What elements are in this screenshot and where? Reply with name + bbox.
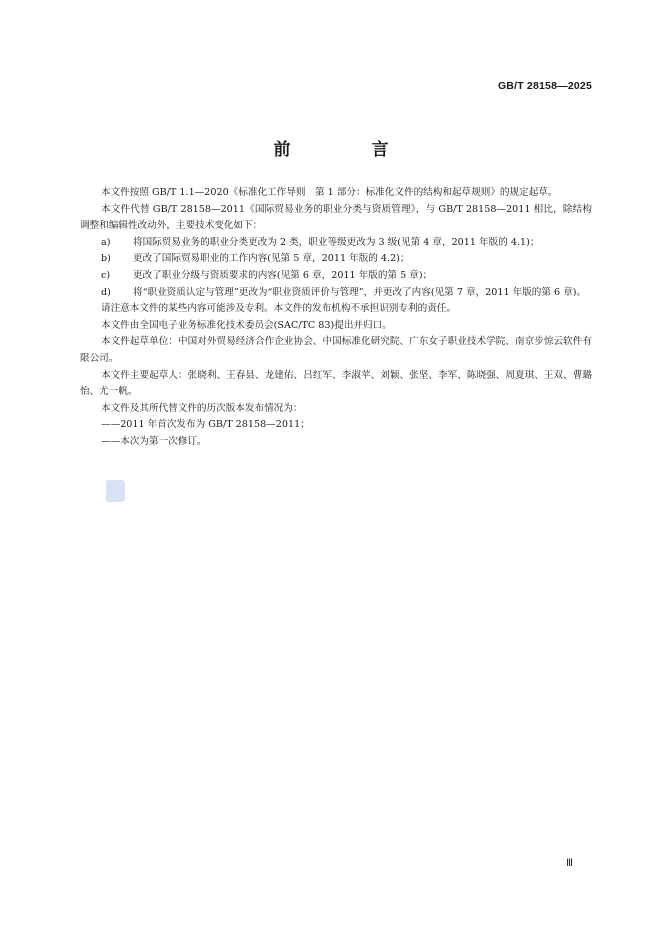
paragraph-history-intro: 本文件及其所代替文件的历次版本发布情况为： bbox=[101, 402, 303, 414]
document-body bbox=[80, 185, 592, 451]
change-item-text: 将“职业资质认定与管理”更改为“职业资质评价与管理”，并更改了内容(见第 7 章，2011 年版的第 6 章)。 bbox=[133, 286, 587, 298]
change-item bbox=[80, 285, 592, 302]
change-item bbox=[80, 251, 592, 268]
highlight-mark bbox=[106, 480, 125, 502]
change-item-text: 更改了职业分级与资质要求的内容(见第 6 章，2011 年版的第 5 章)； bbox=[133, 269, 433, 281]
paragraph-drafting-rules: 本文件按照 GB/T 1.1—2020《标准化工作导则 第 1 部分：标准化文件的结构和起草规则》的规定起草。 bbox=[101, 187, 558, 198]
standard-code: GB/T 28158—2025 bbox=[497, 80, 592, 92]
paragraph-replacement: 本文件代替 GB/T 28158—2011《国际贸易业务的职业分类与资质管理》，与 GB/T 28158—2011 相比，除结构调整和编辑性改动外，主要技术变化如下： bbox=[80, 203, 592, 232]
paragraph-committee: 本文件由全国电子业务标准化技术委员会(SAC/TC 83)提出并归口。 bbox=[101, 319, 392, 331]
page-title: 前 言 bbox=[273, 140, 421, 160]
change-item-text: 将国际贸易业务的职业分类更改为 2 类，职业等级更改为 3 级(见第 4 章，2011 年版的 4.1)； bbox=[133, 236, 540, 248]
change-item-label: d) bbox=[101, 286, 111, 298]
change-item-label: a) bbox=[101, 236, 111, 248]
history-item: ——本次为第一次修订。 bbox=[101, 435, 207, 447]
page-number: Ⅲ bbox=[566, 858, 573, 869]
paragraph-patent-notice: 请注意本文件的某些内容可能涉及专利。本文件的发布机构不承担识别专利的责任。 bbox=[101, 303, 456, 315]
change-item bbox=[80, 268, 592, 285]
history-item: ——2011 年首次发布为 GB/T 28158—2011； bbox=[101, 419, 310, 431]
change-item-label: c) bbox=[101, 269, 111, 281]
change-item-text: 更改了国际贸易职业的工作内容(见第 5 章，2011 年版的 4.2)； bbox=[133, 253, 410, 265]
change-item-label: b) bbox=[101, 253, 111, 265]
paragraph-drafters: 本文件主要起草人：张晓利、王春县、龙建佑、吕红军、李淑苹、刘颖、张坚、李军、陈晓强、周夏琪、王双、曹璐怡、尤一帆。 bbox=[80, 369, 592, 398]
change-item bbox=[80, 235, 592, 252]
paragraph-drafting-units: 本文件起草单位：中国对外贸易经济合作企业协会、中国标准化研究院、广东女子职业技术学院、南京步惊云软件有限公司。 bbox=[80, 336, 592, 364]
